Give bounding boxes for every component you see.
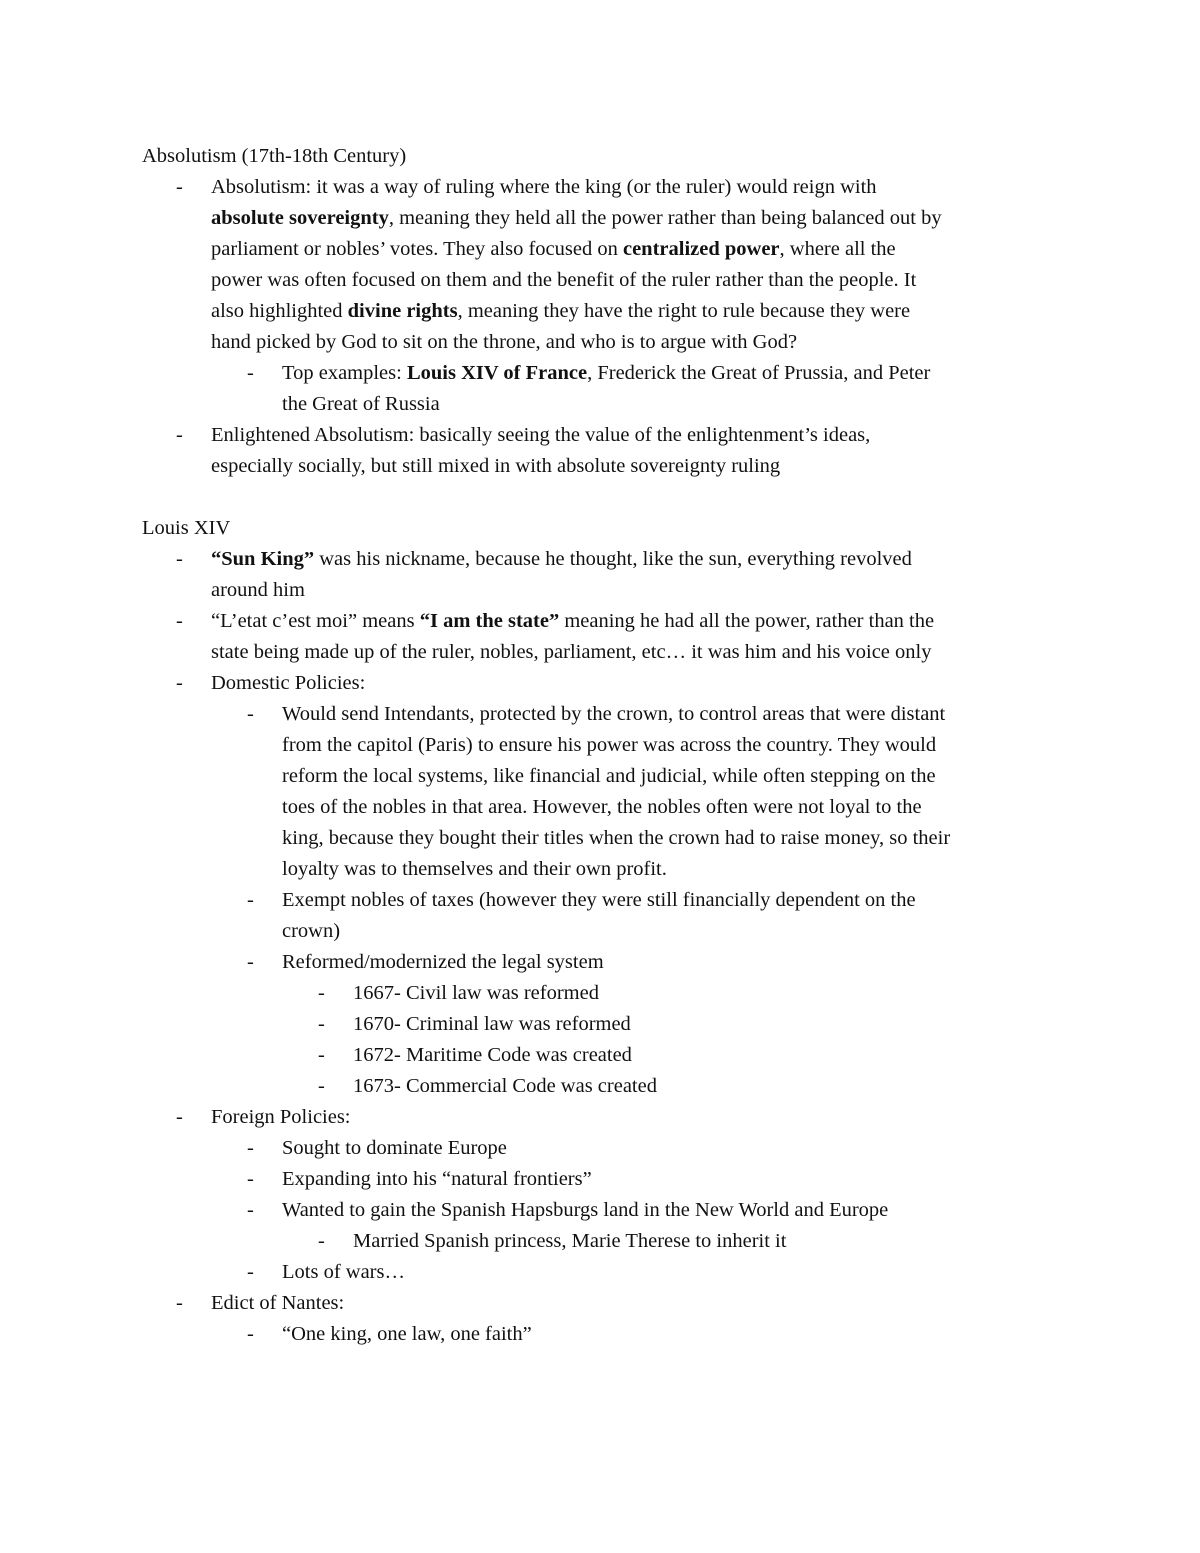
bold-term: “Sun King”: [211, 548, 315, 570]
text-run: state being made up of the ruler, nobles, parliament, etc… it was him and his voice only: [211, 641, 932, 663]
list-item-line: [353, 982, 599, 1005]
list-item-line: [282, 362, 930, 385]
bold-term: divine rights: [347, 300, 458, 322]
bullet-dash: -: [247, 1137, 254, 1159]
text-run: Lots of wars…: [282, 1261, 405, 1283]
list-item-line: [282, 827, 950, 850]
list-item-line: [211, 579, 305, 602]
text-run: king, because they bought their titles when the crown had to raise money, so their: [282, 827, 951, 849]
text-run: crown): [282, 920, 341, 942]
bullet-dash: -: [247, 1261, 254, 1283]
text-run: , where all the: [779, 238, 896, 260]
list-item-line: [282, 393, 440, 416]
bullet-dash: -: [247, 1199, 254, 1221]
text-run: “One king, one law, one faith”: [282, 1323, 532, 1345]
bullet-dash: -: [176, 610, 183, 632]
list-item-line: [282, 858, 667, 881]
list-item-line: [282, 1137, 507, 1160]
bullet-dash: -: [247, 1168, 254, 1190]
text-run: , Frederick the Great of Prussia, and Peter: [587, 362, 931, 384]
text-run: , meaning they have the right to rule because they were: [457, 300, 911, 322]
text-run: loyalty was to themselves and their own profit.: [282, 858, 667, 880]
bullet-dash: -: [318, 982, 325, 1004]
bullet-dash: -: [318, 1013, 325, 1035]
text-run: reform the local systems, like financial and judicial, while often stepping on the: [282, 765, 936, 787]
list-item-line: [282, 765, 936, 788]
section-heading: Louis XIV: [142, 517, 231, 539]
bold-term: absolute sovereignty: [211, 207, 389, 229]
list-item-line: [282, 889, 916, 912]
list-item-line: [211, 238, 896, 261]
text-run: Top examples:: [282, 362, 407, 384]
list-item-line: [353, 1230, 786, 1253]
list-item-line: [282, 951, 604, 974]
list-item-line: [211, 424, 870, 447]
list-item-line: [353, 1044, 632, 1067]
bullet-dash: -: [247, 703, 254, 725]
text-run: toes of the nobles in that area. However, the nobles often were not loyal to the: [282, 796, 922, 818]
bullet-dash: -: [247, 951, 254, 973]
bullet-dash: -: [318, 1230, 325, 1252]
list-item-line: [211, 300, 910, 323]
list-item-line: [282, 703, 945, 726]
list-item-line: [211, 610, 934, 633]
list-item-line: [282, 796, 922, 819]
text-run: from the capitol (Paris) to ensure his power was across the country. They would: [282, 734, 937, 756]
list-item-line: [282, 1261, 405, 1284]
text-run: especially socially, but still mixed in with absolute sovereignty ruling: [211, 455, 781, 477]
text-run: the Great of Russia: [282, 393, 440, 415]
list-item-line: [211, 641, 931, 664]
list-item-line: [211, 672, 365, 695]
bold-term: “I am the state”: [419, 610, 560, 632]
bullet-dash: -: [176, 424, 183, 446]
bullet-dash: -: [176, 672, 183, 694]
list-item-line: [211, 269, 916, 292]
list-item-line: [282, 1199, 888, 1222]
text-run: Reformed/modernized the legal system: [282, 951, 604, 973]
bullet-dash: -: [176, 1292, 183, 1314]
bold-term: centralized power: [622, 238, 780, 260]
text-run: 1672- Maritime Code was created: [353, 1044, 632, 1066]
text-run: 1673- Commercial Code was created: [353, 1075, 657, 1097]
list-item-line: [211, 207, 942, 230]
list-item-line: [211, 176, 877, 199]
text-run: Expanding into his “natural frontiers”: [282, 1168, 592, 1190]
text-run: was his nickname, because he thought, like the sun, everything revolved: [314, 548, 912, 570]
list-item-line: [353, 1075, 657, 1098]
list-item-line: [353, 1013, 631, 1036]
text-run: hand picked by God to sit on the throne, and who is to argue with God?: [211, 331, 798, 353]
text-run: parliament or nobles’ votes. They also focused on: [211, 238, 623, 260]
bullet-dash: -: [247, 889, 254, 911]
bullet-dash: -: [176, 548, 183, 570]
list-item-line: [282, 1323, 532, 1346]
bullet-dash: -: [176, 1106, 183, 1128]
bullet-dash: -: [318, 1075, 325, 1097]
text-run: 1670- Criminal law was reformed: [353, 1013, 631, 1035]
list-item-line: [282, 734, 936, 757]
text-run: “L’etat c’est moi” means: [211, 610, 420, 632]
text-run: Wanted to gain the Spanish Hapsburgs land in the New World and Europe: [282, 1199, 889, 1221]
text-run: Exempt nobles of taxes (however they were still financially dependent on the: [282, 889, 916, 911]
section-heading: Absolutism (17th-18th Century): [142, 145, 407, 167]
list-item-line: [211, 331, 797, 354]
bold-term: Louis XIV of France: [406, 362, 588, 384]
text-run: power was often focused on them and the benefit of the ruler rather than the people. It: [211, 269, 917, 291]
text-run: Domestic Policies:: [211, 672, 366, 694]
list-item-line: [211, 548, 912, 571]
text-run: , meaning they held all the power rather than being balanced out by: [388, 207, 942, 229]
text-run: Absolutism: it was a way of ruling where the king (or the ruler) would reign with: [211, 176, 877, 198]
text-run: Edict of Nantes:: [211, 1292, 345, 1314]
list-item-line: [282, 920, 340, 943]
text-run: Married Spanish princess, Marie Therese to inherit it: [353, 1230, 787, 1252]
text-run: Foreign Policies:: [211, 1106, 351, 1128]
text-run: meaning he had all the power, rather than the: [559, 610, 935, 632]
text-run: also highlighted: [211, 300, 348, 322]
text-run: Enlightened Absolutism: basically seeing the value of the enlightenment’s ideas,: [211, 424, 871, 446]
bullet-dash: -: [247, 1323, 254, 1345]
bullet-dash: -: [247, 362, 254, 384]
list-item-line: [211, 1106, 351, 1129]
bullet-dash: -: [318, 1044, 325, 1066]
text-run: around him: [211, 579, 305, 601]
text-run: Would send Intendants, protected by the crown, to control areas that were distant: [282, 703, 946, 725]
list-item-line: [211, 1292, 344, 1315]
bullet-dash: -: [176, 176, 183, 198]
list-item-line: [282, 1168, 592, 1191]
list-item-line: [211, 455, 780, 478]
text-run: Sought to dominate Europe: [282, 1137, 507, 1159]
text-run: 1667- Civil law was reformed: [353, 982, 599, 1004]
